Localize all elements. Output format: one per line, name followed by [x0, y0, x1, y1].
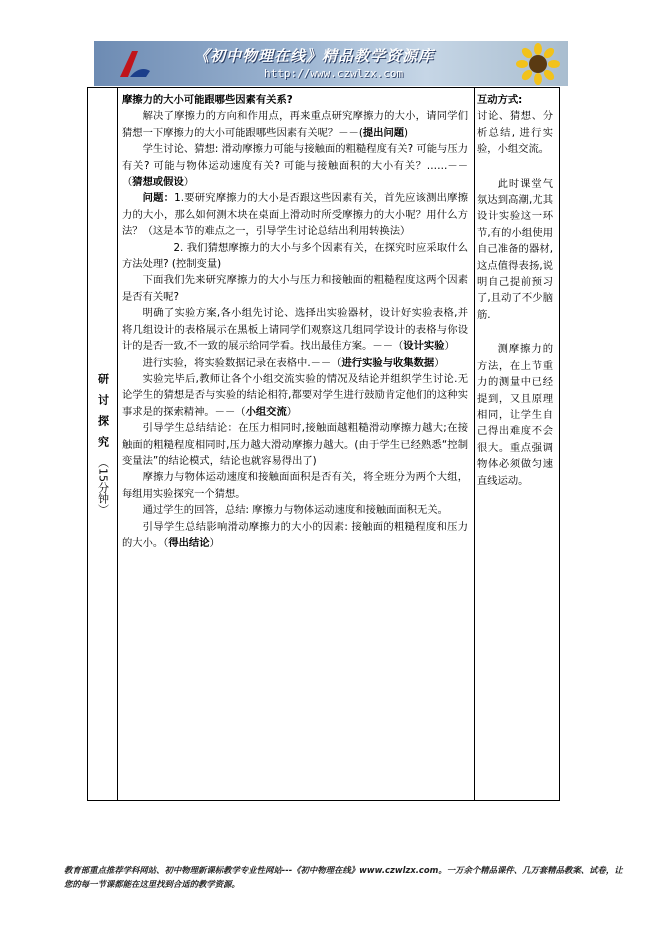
interaction-heading: 互动方式: [477, 94, 523, 106]
interaction-text: 测摩擦力的方法，在上节重力的测量中已经提到，又且原理相同，让学生自己得出难度不会很大。重点强调物体必须做匀速直线运动。 [477, 343, 553, 487]
paragraph: 明确了实验方案,各小组先讨论、选择出实验器材，设计好实验表格,并将几组设计的表格展示在黑板上请同学们观察这几组同学设计的表格与你设计的是否一致,不一致的展示给同学看。找出最佳方案。－－（设计实验） [122, 307, 468, 353]
paragraph: 实验完毕后,教师让各个小组交流实验的情况及结论并组织学生讨论.无论学生的猜想是否与实验的结论相符,都要对学生进行鼓励肯定他们的这种实事求是的探索精神。－－（小组交流） [122, 372, 468, 418]
paragraph: 下面我们先来研究摩擦力的大小与压力和接触面的粗糙程度这两个因素是否有关呢? [122, 274, 468, 303]
paragraph: 通过学生的回答，总结: 摩擦力与物体运动速度和接触面面积无关。 [142, 504, 448, 517]
sunflower-icon [516, 43, 560, 85]
paragraph: 2. 我们猜想摩擦力的大小与多个因素有关，在探究时应采取什么方法处理? (控制变量) [122, 241, 468, 271]
site-logo-icon [116, 47, 152, 81]
banner-title: 《初中物理在线》精品教学资源库 [194, 47, 435, 65]
paragraph: 进行实验，将实验数据记录在表格中.－－（进行实验与收集数据） [142, 356, 445, 369]
paragraph: 学生讨论、猜想: 滑动摩擦力可能与接触面的粗糙程度有关? 可能与压力有关? 可能与物体运动速度有关? 可能与接触面积的大小有关？……－－（猜想或假设） [122, 143, 468, 189]
paragraph: 引导学生总结结论：在压力相同时,接触面越粗糙滑动摩擦力越大;在接触面的粗糙程度相同时,压力越大滑动摩擦力越大。(由于学生已经熟悉“控制变量法”的结论模式，结论也就容易得出了) [122, 422, 468, 467]
interaction-cell [477, 92, 553, 489]
column-divider [117, 88, 118, 800]
paragraph: 摩擦力与物体运动速度和接触面面积是否有关，将全班分为两个大组，每组用实验探究一个猜想。 [122, 471, 468, 500]
column-divider [474, 88, 475, 800]
header-banner [94, 41, 568, 86]
paragraph: 引导学生总结影响滑动摩擦力的大小的因素: 接触面的粗糙程度和压力的大小。（得出结论） [122, 520, 468, 549]
paragraph: 问题：1.要研究摩擦力的大小是否跟这些因素有关，首先应该测出摩擦力的大小，那么如何测木块在桌面上滑动时所受摩擦力的大小呢？用什么方法？（这是本节的难点之一，引导学生讨论总结出利用转换法） [122, 192, 468, 238]
interaction-text: 此时课堂气氛达到高潮,尤其设计实验这一环节,有的小组使用自己准备的器材,这点值得表扬,说明自己提前预习了,且动了不少脑筋. [477, 177, 553, 321]
lesson-table [87, 87, 560, 801]
paragraph: 解决了摩擦力的方向和作用点，再来重点研究摩擦力的大小，请同学们猜想一下摩擦力的大小可能跟哪些因素有关呢？－－(提出问题) [122, 110, 468, 139]
stage-label-cell [88, 88, 117, 800]
page-footer: 教育部重点推荐学科网站、初中物理新课标教学专业性网站---《初中物理在线》www.czwlzx.com。一万余个精品课件、几万套精品教案、试卷，让您的每一节课都能在这里找到合适的教学资源。 [64, 865, 623, 889]
stage-label-main: 研讨探究 [96, 373, 110, 457]
section-heading: 摩擦力的大小可能跟哪些因素有关系? [122, 94, 293, 106]
interaction-text: 讨论、猜想、分析总结, 进行实验，小组交流。 [477, 110, 553, 156]
banner-url[interactable]: http://www.czwlzx.com [264, 67, 404, 80]
stage-label-duration: （15分钟） [96, 457, 110, 515]
teaching-process-cell [122, 92, 468, 551]
stage-label [95, 373, 111, 515]
